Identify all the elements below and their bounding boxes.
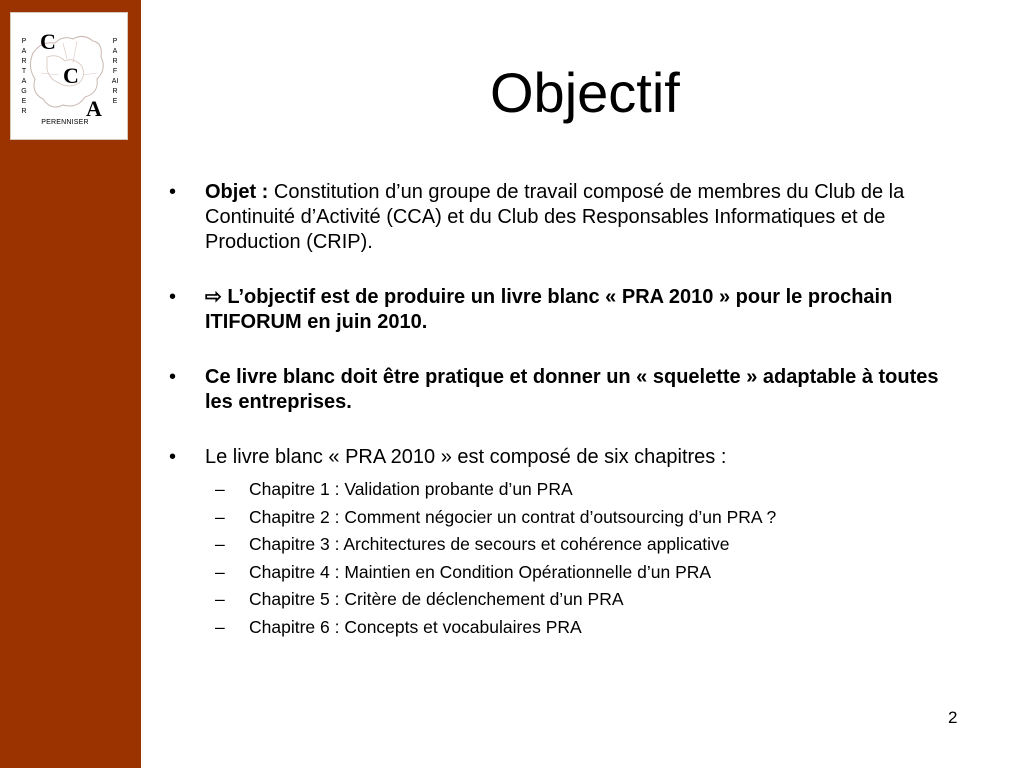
sub-bullet-marker: –: [215, 534, 225, 554]
bullet-objet: [165, 180, 965, 255]
bullet-marker: •: [169, 286, 177, 308]
bullet-livre-blanc: [165, 365, 965, 415]
logo-text-parfaire: PARFAIRE: [111, 38, 119, 105]
bullet-chapitres: [165, 445, 965, 470]
chapter-item: [165, 559, 965, 587]
chapter-item: [165, 504, 965, 532]
chapter-text: Chapitre 6 : Concepts et vocabulaires PRA: [249, 616, 582, 637]
chapter-list: [165, 476, 965, 641]
bullet-marker: •: [169, 366, 177, 388]
logo-letter-a: A: [86, 96, 102, 121]
bullet-label: Objet :: [205, 181, 274, 203]
chapter-text: Chapitre 1 : Validation probante d’un PRA: [249, 479, 573, 499]
bullet-marker: •: [169, 181, 177, 203]
sub-bullet-marker: –: [215, 479, 225, 499]
chapter-item: [165, 586, 965, 614]
cca-logo: [10, 12, 128, 140]
sub-bullet-marker: –: [215, 589, 225, 609]
chapter-text: Chapitre 5 : Critère de déclenchement d’un PRA: [249, 589, 624, 609]
bullet-text: L’objectif est de produire un livre blanc « PRA 2010 » pour le prochain ITIFORUM en juin 2010.: [205, 286, 893, 333]
bullet-objectif: [165, 285, 965, 335]
chapter-text: Chapitre 4 : Maintien en Condition Opérationnelle d’un PRA: [249, 561, 712, 582]
logo-letter-c1: C: [40, 29, 56, 54]
chapter-item: [165, 614, 965, 642]
bullet-text: Le livre blanc « PRA 2010 » est composé de six chapitres :: [205, 446, 727, 468]
bullet-marker: •: [169, 446, 177, 468]
sub-bullet-marker: –: [215, 506, 225, 527]
chapter-item: [165, 476, 965, 504]
bullet-text: Ce livre blanc doit être pratique et donner un « squelette » adaptable à toutes les entreprises.: [205, 366, 939, 413]
slide-title: Objectif: [490, 61, 680, 124]
logo-text-perenniser: PERENNISER: [41, 119, 89, 126]
sub-bullet-marker: –: [215, 561, 225, 582]
sub-bullet-marker: –: [215, 616, 225, 637]
logo-letter-c2: C: [63, 63, 79, 88]
page-number: 2: [948, 708, 958, 727]
chapter-text: Chapitre 2 : Comment négocier un contrat d’outsourcing d’un PRA ?: [249, 506, 777, 527]
arrow-icon: ⇨: [205, 286, 228, 308]
chapter-text: Chapitre 3 : Architectures de secours et cohérence applicative: [249, 534, 730, 554]
slide-content: [165, 180, 965, 641]
logo-text-partager: PARTAGER: [21, 38, 27, 115]
side-band: [0, 0, 141, 768]
chapter-item: [165, 531, 965, 559]
bullet-text: Constitution d’un groupe de travail composé de membres du Club de la Continuité d’Activité (CCA) et du Club des Responsables Informatiques et de Production (CRIP).: [205, 181, 905, 253]
